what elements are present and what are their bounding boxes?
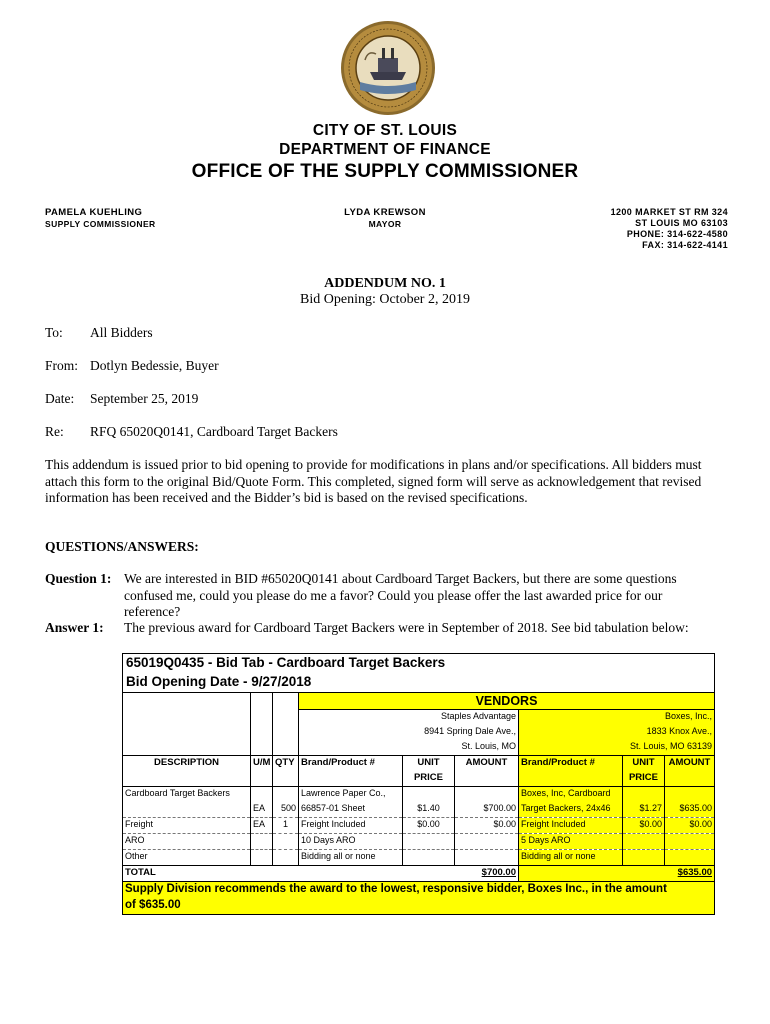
answer-1-text: The previous award for Cardboard Target Backers were in September of 2018. See bid tabulation below: (124, 620, 689, 635)
row-v1-amount: $0.00 (455, 818, 519, 834)
header-office: OFFICE OF THE SUPPLY COMMISSIONER (191, 161, 579, 182)
row-v2-amount: $635.00 (665, 802, 715, 818)
question-1-text (124, 571, 744, 621)
bid-tab-opening-date: Bid Opening Date - 9/27/2018 (123, 673, 715, 693)
col-v1-brand: Brand/Product # (299, 756, 403, 772)
row-v1-unit: $0.00 (403, 818, 455, 834)
row-v1-unit: $1.40 (403, 802, 455, 818)
memo-date-label: Date: (45, 391, 75, 406)
col-v1-unit: UNIT (403, 756, 455, 772)
memo-to-label: To: (45, 325, 63, 340)
vendor-1-city: St. Louis, MO (299, 740, 519, 756)
col-um: U/M (251, 756, 273, 772)
table-row (123, 850, 715, 866)
row-v1-brand: Freight Included (299, 818, 403, 834)
vendor-1-address: 8941 Spring Dale Ave., (299, 725, 519, 740)
memo-from-value: Dotlyn Bedessie, Buyer (90, 358, 219, 373)
row-v2-brand: 5 Days ARO (519, 834, 623, 850)
total-label: TOTAL (123, 866, 455, 882)
mayor-name: LYDA KREWSON (344, 207, 426, 218)
row-v2-unit: $0.00 (623, 818, 665, 834)
table-row (123, 834, 715, 850)
question-1-label: Question 1: (45, 571, 112, 586)
col-v2-price: PRICE (623, 771, 665, 787)
header-city: CITY OF ST. LOUIS (312, 122, 458, 139)
commissioner-name: PAMELA KUEHLING (45, 207, 143, 218)
office-phone: PHONE: 314-622-4580 (626, 229, 728, 239)
row-qty: 500 (273, 802, 299, 818)
row-v1-brand: 10 Days ARO (299, 834, 403, 850)
recommendation-line-1: Supply Division recommends the award to the lowest, responsive bidder, Boxes Inc., in the amount (123, 882, 715, 899)
row-v1-brand: Lawrence Paper Co., (299, 787, 403, 803)
col-v2-brand: Brand/Product # (519, 756, 623, 772)
intro-line: This addendum is issued prior to bid opening to provide for modifications in plans and/or specifications. All bidders must (45, 457, 702, 472)
vendor-2-city: St. Louis, MO 63139 (519, 740, 715, 756)
office-fax: FAX: 314-622-4141 (642, 240, 728, 250)
commissioner-title: SUPPLY COMMISSIONER (45, 219, 156, 229)
total-v1: $700.00 (455, 866, 519, 882)
office-address-1: 1200 MARKET ST RM 324 (610, 207, 728, 217)
row-desc: Other (123, 850, 251, 866)
vendor-2-address: 1833 Knox Ave., (519, 725, 715, 740)
header-department: DEPARTMENT OF FINANCE (279, 141, 491, 158)
bid-opening-date: Bid Opening: October 2, 2019 (300, 292, 470, 307)
bid-tab-table (122, 653, 715, 915)
bid-tab-title: 65019Q0435 - Bid Tab - Cardboard Target Backers (123, 654, 715, 674)
col-v2-unit: UNIT (623, 756, 665, 772)
col-v1-price: PRICE (403, 771, 455, 787)
vendors-heading: VENDORS (299, 693, 715, 710)
table-row (123, 787, 715, 803)
row-qty: 1 (273, 818, 299, 834)
recommendation-line-2: of $635.00 (123, 898, 715, 915)
question-line: reference? (124, 604, 181, 619)
row-v2-unit: $1.27 (623, 802, 665, 818)
memo-re-value: RFQ 65020Q0141, Cardboard Target Backers (90, 424, 338, 439)
row-v2-brand: Target Backers, 24x46 (519, 802, 623, 818)
vendor-1-name: Staples Advantage (299, 710, 519, 726)
table-row (123, 818, 715, 834)
office-address-2: ST LOUIS MO 63103 (635, 218, 728, 228)
mayor-title: MAYOR (368, 219, 402, 229)
row-v2-brand: Freight Included (519, 818, 623, 834)
bid-tabulation (122, 653, 714, 915)
col-description: DESCRIPTION (123, 756, 251, 772)
col-v1-amount: AMOUNT (455, 756, 519, 772)
row-desc: ARO (123, 834, 251, 850)
row-v2-brand: Bidding all or none (519, 850, 623, 866)
intro-line: information has been received and the Bidder’s bid is based on the revised specifications. (45, 490, 528, 505)
row-v1-brand: 66857-01 Sheet (299, 802, 403, 818)
total-v2: $635.00 (665, 866, 715, 882)
memo-re-label: Re: (45, 424, 64, 439)
memo-date-value: September 25, 2019 (90, 391, 199, 406)
row-um: EA (251, 818, 273, 834)
table-row (123, 802, 715, 818)
total-row (123, 866, 715, 882)
row-v1-amount: $700.00 (455, 802, 519, 818)
col-v2-amount: AMOUNT (665, 756, 715, 772)
row-desc: Freight (123, 818, 251, 834)
row-desc: Cardboard Target Backers (123, 787, 251, 803)
city-seal-logo (340, 20, 436, 116)
col-qty: QTY (273, 756, 299, 772)
answer-1-label: Answer 1: (45, 620, 104, 635)
intro-paragraph (45, 457, 735, 507)
vendor-2-name: Boxes, Inc., (519, 710, 715, 726)
row-v1-brand: Bidding all or none (299, 850, 403, 866)
memo-to-value: All Bidders (90, 325, 153, 340)
qa-heading: QUESTIONS/ANSWERS: (45, 539, 199, 554)
row-um: EA (251, 802, 273, 818)
intro-line: attach this form to the original Bid/Quote Form. This completed, signed form will serve as acknowledgement that revised (45, 473, 702, 489)
question-line: We are interested in BID #65020Q0141 about Cardboard Target Backers, but there are some questions (124, 571, 677, 586)
addendum-title: ADDENDUM NO. 1 (324, 276, 446, 291)
memo-from-label: From: (45, 358, 79, 373)
row-v2-brand: Boxes, Inc, Cardboard (519, 787, 623, 803)
question-line: confused me, could you please do me a favor? Could you please offer the last awarded price for our (124, 587, 663, 603)
row-v2-amount: $0.00 (665, 818, 715, 834)
